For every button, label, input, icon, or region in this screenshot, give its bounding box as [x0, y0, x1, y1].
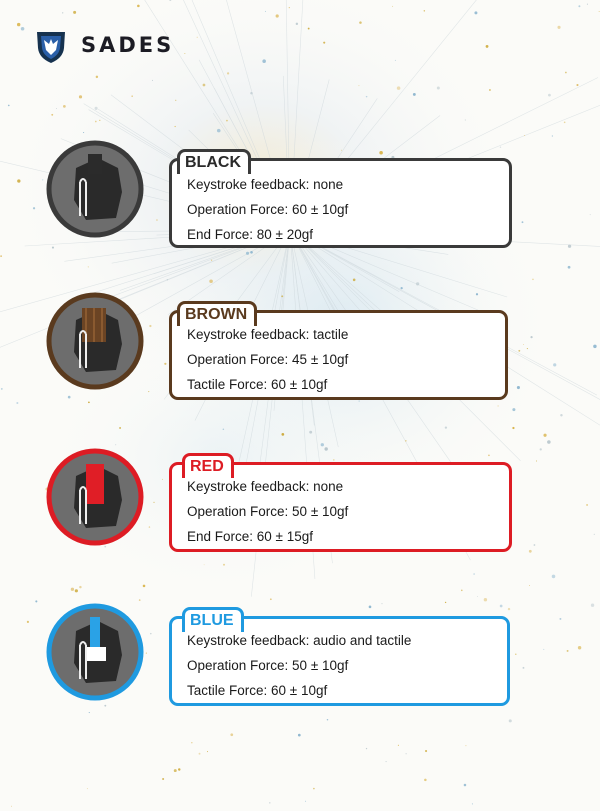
wolf-shield-icon: [33, 28, 69, 64]
black-line-operation: Operation Force: 60 ± 10gf: [187, 202, 349, 217]
black-switch-icon: [46, 140, 144, 238]
red-line-feedback: Keystroke feedback: none: [187, 479, 344, 494]
red-spec-card: [169, 458, 512, 552]
black-title: BLACK: [177, 149, 251, 174]
brown-line-feedback: Keystroke feedback: tactile: [187, 327, 349, 342]
red-title: RED: [182, 453, 234, 478]
blue-line-feedback: Keystroke feedback: audio and tactile: [187, 633, 412, 648]
black-line-end: End Force: 80 ± 20gf: [187, 227, 313, 242]
black-line-feedback: Keystroke feedback: none: [187, 177, 344, 192]
red-line-operation: Operation Force: 50 ± 10gf: [187, 504, 349, 519]
black-spec-card: [169, 154, 512, 248]
brown-switch-icon: [46, 292, 144, 390]
blue-line-operation: Operation Force: 50 ± 10gf: [187, 658, 349, 673]
brown-line-operation: Operation Force: 45 ± 10gf: [187, 352, 349, 367]
brown-title: BROWN: [177, 301, 257, 326]
sades-logo: [33, 28, 173, 64]
brown-spec-card: [169, 306, 508, 400]
brown-line-tactile: Tactile Force: 60 ± 10gf: [187, 377, 328, 392]
blue-title: BLUE: [182, 607, 244, 632]
blue-line-tactile: Tactile Force: 60 ± 10gf: [187, 683, 328, 698]
brand-name: SADES: [81, 33, 175, 57]
blue-switch-icon: [46, 603, 144, 701]
blue-spec-card: [169, 612, 510, 706]
red-line-end: End Force: 60 ± 15gf: [187, 529, 313, 544]
red-switch-icon: [46, 448, 144, 546]
